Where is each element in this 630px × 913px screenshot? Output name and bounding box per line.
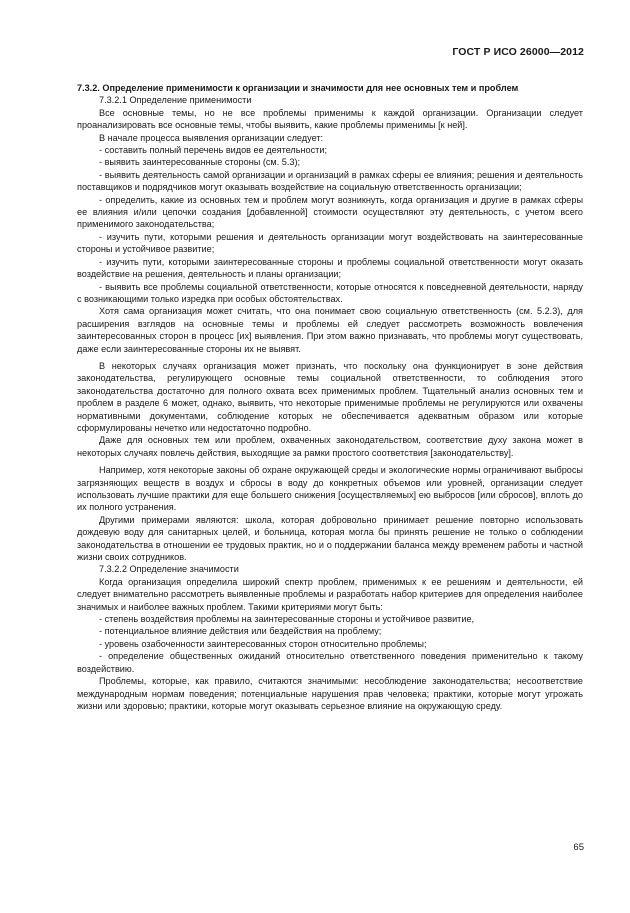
page-number: 65	[573, 842, 584, 853]
list-item: - выявить заинтересованные стороны (см. 5.3);	[99, 157, 301, 168]
list-item: - потенциальное влияние действия или бездействия на проблему;	[99, 626, 382, 637]
list-item: - изучить пути, которыми заинтересованные стороны и проблемы социальной ответственности могут оказать воздействие на решения, деятельность и планы организации;	[77, 256, 583, 280]
paragraph: В начале процесса выявления организации следует:	[99, 132, 324, 143]
list-item: - выявить деятельность самой организации и организаций в рамках сферы ее влияния; решения и деятельность поставщиков и подрядчиков могут оказывать воздействие на социальную ответственность организации;	[77, 169, 583, 193]
paragraph: Проблемы, которые, как правило, считаются значимыми: несоблюдение законодательства; несоответствие международным нормам поведения; потенциальные нарушения прав человека; практики, которые могут угрожать жизни или здоровью; практики, которые могут оказывать серьезное влияние на окружающую среду.	[77, 676, 583, 711]
subsection-title: 7.3.2.1 Определение применимости	[99, 95, 252, 106]
list-item: - степень воздействия проблемы на заинтересованные стороны и устойчивое развитие,	[99, 614, 475, 625]
paragraph: В некоторых случаях организация может признать, что поскольку она функционирует в зоне действия законодательства, регулирующего основные темы социальной ответственности, то соблюдения этого законодательства достаточно для полного охвата всех применимых проблем. Тщательный анализ основных тем и проблем в разделе 6 может, однако, выявить, что некоторые применимые проблемы не регулируются или охвачены нормативными документами, соблюдение которых не обеспечивается адекватным образом или которые сформулированы нечетко или недостаточно подробно.	[77, 360, 583, 433]
list-item: - уровень озабоченности заинтересованных сторон относительно проблемы;	[99, 638, 427, 649]
paragraph: Хотя сама организация может считать, что она понимает свою социальную ответственность (см. 5.2.3), для расширения взглядов на основные темы и проблемы ей следует рассмотреть возможность вовлечения заинтересованных сторон в процесс [их] выявления. При этом важно признавать, что проблемы могут существовать, даже если заинтересованные стороны их не выявят.	[77, 306, 583, 354]
subsection-title: 7.3.2.2 Определение значимости	[99, 564, 239, 575]
section-heading: 7.3.2. Определение применимости к организации и значимости для нее основных тем и проблем	[77, 83, 519, 93]
paragraph: Другими примерами являются: школа, которая добровольно принимает решение повторно использовать дождевую воду для санитарных целей, и больница, которая могла бы принять решение не только о соблюдении законодательства в отношении ее трудовых практик, но и о поддержании баланса между временем работы и частной жизни своих сотрудников.	[77, 514, 583, 563]
document-body	[77, 82, 583, 712]
list-item: - определение общественных ожиданий относительно ответственного поведения применительно к такому воздействию.	[77, 651, 583, 674]
standard-header: ГОСТ Р ИСО 26000—2012	[452, 46, 584, 58]
list-item: - составить полный перечень видов ее деятельности;	[99, 145, 327, 156]
list-item: - определить, какие из основных тем и проблем могут возникнуть, когда организация и другие в рамках сферы ее влияния и/или цепочки создания [добавленной] стоимости осуществляют эту деятельность, с учетом всего применимого законодательства;	[77, 194, 583, 230]
list-item: - изучить пути, которыми решения и деятельность организации могут воздействовать на заинтересованные стороны и устойчивое развитие;	[77, 231, 583, 255]
paragraph: Например, хотя некоторые законы об охране окружающей среды и экологические нормы ограничивают выбросы загрязняющих веществ в воздух и сбросы в воду до конкретных объемов или уровней, организации следует использовать лучшие практики для еще большего снижения [осуществляемых] ею выбросов [или сбросов], вплоть до их полного устранения.	[77, 465, 583, 513]
list-item: - выявить все проблемы социальной ответственности, которые относятся к повседневной деятельности, наряду с возникающими только изредка при особых обстоятельствах.	[77, 281, 583, 304]
paragraph: Даже для основных тем или проблем, охваченных законодательством, соответствие духу закона может в некоторых случаях повлечь действия, выходящие за рамки простого соответствия [законодательству].	[77, 435, 583, 458]
paragraph: Все основные темы, но не все проблемы применимы к каждой организации. Организации следует проанализировать все основные темы, чтобы выявить, какие проблемы применимы [к ней].	[77, 107, 583, 131]
paragraph: Когда организация определила широкий спектр проблем, применимых к ее решениям и деятельности, ей следует внимательно рассмотреть выявленные проблемы и разработать набор критериев для определения наиболее значимых и наиболее важных проблем. Такими критериями могут быть:	[77, 576, 583, 612]
